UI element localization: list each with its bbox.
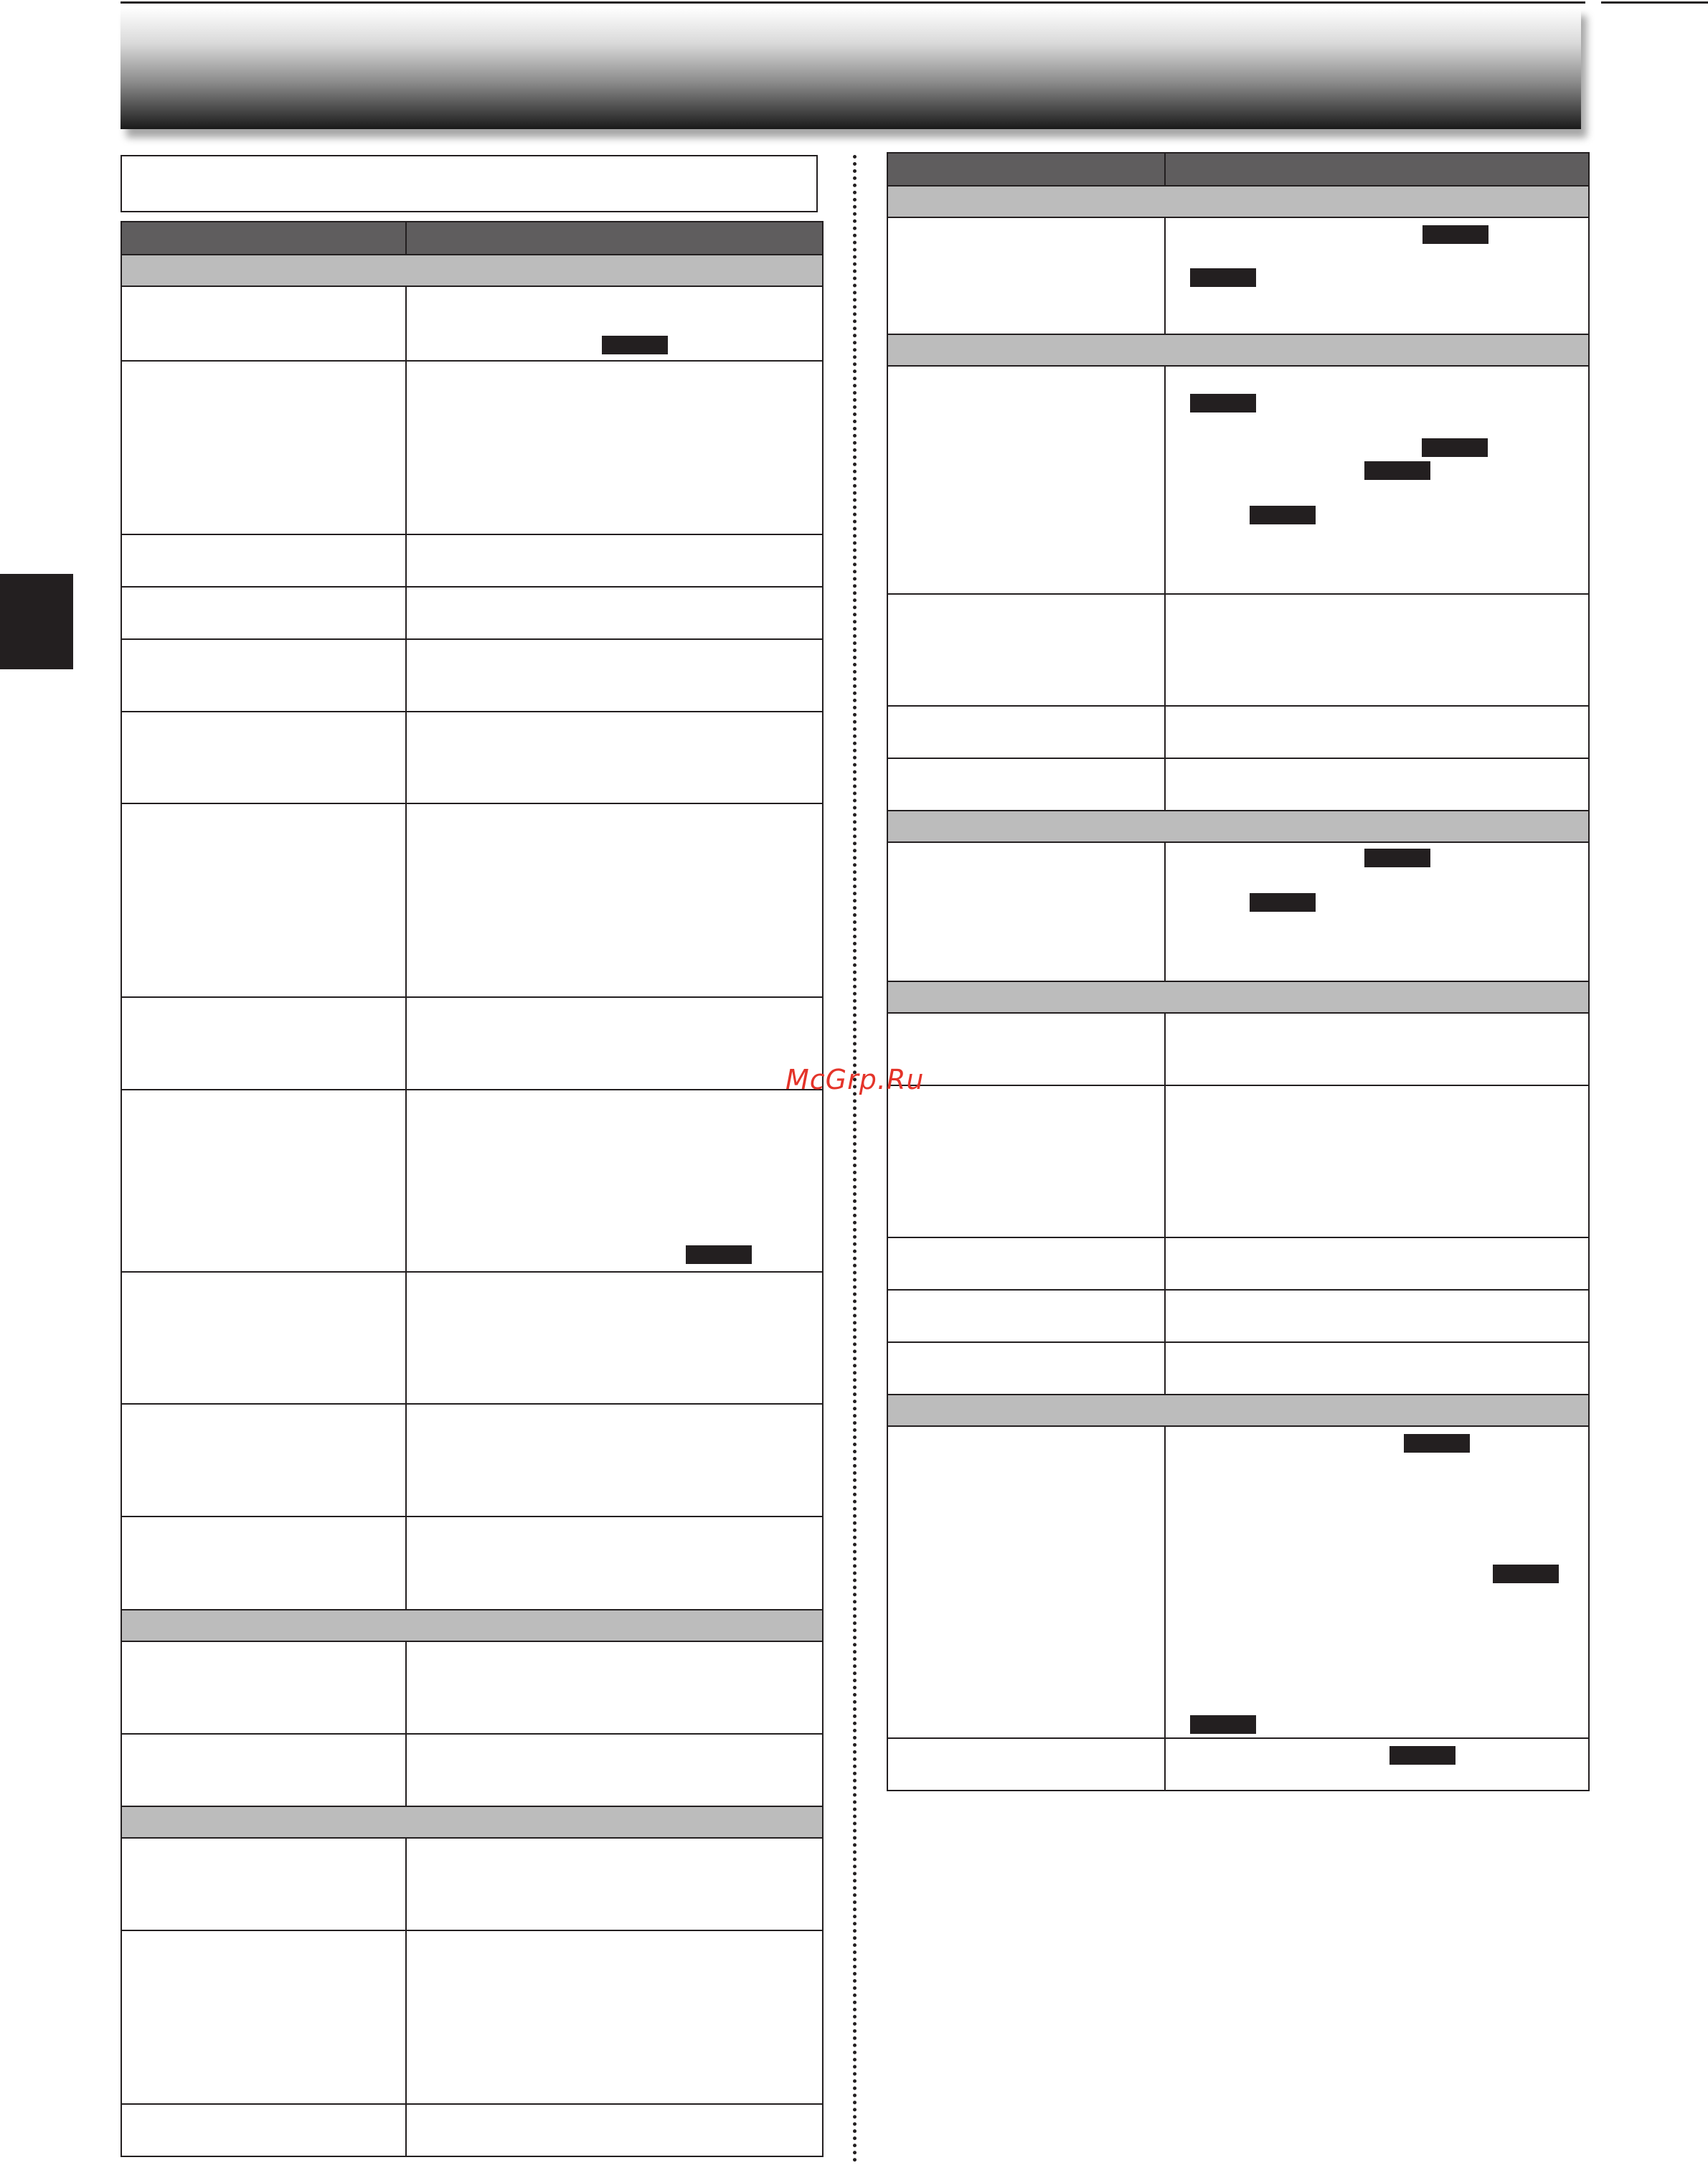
item-cell xyxy=(121,1734,406,1806)
table-row xyxy=(887,366,1589,594)
item-cell xyxy=(887,842,1165,981)
item-cell xyxy=(887,366,1165,594)
item-cell xyxy=(121,361,406,534)
item-cell xyxy=(887,1426,1165,1738)
group-row xyxy=(887,981,1589,1013)
item-cell xyxy=(121,997,406,1090)
group-row xyxy=(121,255,823,286)
item-cell xyxy=(887,1237,1165,1290)
table-row xyxy=(887,1237,1589,1290)
reference-tag xyxy=(1491,1563,1560,1585)
table-row xyxy=(121,587,823,639)
table-row xyxy=(887,842,1589,981)
table-row xyxy=(121,712,823,803)
description-cell xyxy=(406,712,823,803)
description-cell xyxy=(1165,1426,1589,1738)
group-row xyxy=(887,1395,1589,1426)
reference-tag xyxy=(1388,1745,1457,1766)
item-cell xyxy=(121,803,406,997)
header-cell xyxy=(1165,153,1589,186)
top-rule-right xyxy=(1601,1,1708,4)
table-row xyxy=(887,1738,1589,1791)
table-row xyxy=(887,706,1589,758)
description-cell xyxy=(1165,1290,1589,1342)
group-row xyxy=(887,186,1589,217)
item-cell xyxy=(121,2104,406,2156)
item-cell xyxy=(887,758,1165,811)
description-cell xyxy=(1165,366,1589,594)
description-cell xyxy=(406,1838,823,1930)
table-row xyxy=(121,1404,823,1517)
description-cell xyxy=(406,2104,823,2156)
header-cell xyxy=(121,222,406,255)
description-cell xyxy=(1165,1013,1589,1085)
table-row xyxy=(887,758,1589,811)
table-row xyxy=(121,1090,823,1272)
item-cell xyxy=(121,1641,406,1734)
item-cell xyxy=(121,587,406,639)
description-cell xyxy=(1165,706,1589,758)
description-cell xyxy=(1165,217,1589,334)
group-row xyxy=(121,1610,823,1641)
table-row xyxy=(121,1930,823,2104)
table-header-row xyxy=(887,153,1589,186)
description-cell xyxy=(406,1641,823,1734)
table-row xyxy=(121,1641,823,1734)
reference-tag xyxy=(1189,392,1258,414)
table-row xyxy=(121,2104,823,2156)
item-cell xyxy=(887,1342,1165,1395)
description-cell xyxy=(1165,594,1589,706)
intro-box xyxy=(121,155,818,212)
item-cell xyxy=(887,1013,1165,1085)
table-row xyxy=(121,1272,823,1404)
table-row xyxy=(887,594,1589,706)
item-cell xyxy=(121,1404,406,1517)
header-cell xyxy=(406,222,823,255)
item-cell xyxy=(121,534,406,587)
group-header xyxy=(121,1610,823,1641)
reference-tag xyxy=(1421,224,1490,245)
reference-tag xyxy=(1420,437,1489,458)
description-cell xyxy=(1165,1342,1589,1395)
description-cell xyxy=(1165,758,1589,811)
item-cell xyxy=(121,1930,406,2104)
watermark-text: McGrp.Ru xyxy=(785,1064,925,1095)
group-header xyxy=(121,1806,823,1838)
description-cell xyxy=(406,1404,823,1517)
reference-tag xyxy=(1189,267,1258,288)
description-cell xyxy=(1165,1085,1589,1237)
column-divider xyxy=(853,155,857,2164)
reference-tag xyxy=(1363,847,1432,869)
description-cell xyxy=(406,1272,823,1404)
reference-tag xyxy=(1402,1433,1471,1454)
table-row xyxy=(887,1342,1589,1395)
description-cell xyxy=(406,1930,823,2104)
description-cell xyxy=(406,1090,823,1272)
table-row xyxy=(121,1734,823,1806)
item-cell xyxy=(121,639,406,712)
description-cell xyxy=(406,1517,823,1610)
item-cell xyxy=(121,1090,406,1272)
description-cell xyxy=(406,361,823,534)
table-header-row xyxy=(121,222,823,255)
description-cell xyxy=(1165,842,1589,981)
group-header xyxy=(887,334,1589,366)
group-header xyxy=(887,981,1589,1013)
description-cell xyxy=(406,534,823,587)
group-header xyxy=(887,811,1589,842)
group-row xyxy=(887,811,1589,842)
item-cell xyxy=(121,712,406,803)
reference-tag xyxy=(1248,892,1317,913)
item-cell xyxy=(887,594,1165,706)
description-cell xyxy=(1165,1237,1589,1290)
group-header xyxy=(121,255,823,286)
chapter-side-tab xyxy=(0,574,73,669)
left-settings-table xyxy=(121,221,824,2157)
table-row xyxy=(121,361,823,534)
item-cell xyxy=(121,1517,406,1610)
description-cell xyxy=(406,587,823,639)
table-row xyxy=(121,997,823,1090)
description-cell xyxy=(406,286,823,361)
item-cell xyxy=(887,1738,1165,1791)
table-row xyxy=(887,1426,1589,1738)
table-row xyxy=(121,1517,823,1610)
table-row xyxy=(121,803,823,997)
page-header-banner xyxy=(121,7,1581,129)
reference-tag xyxy=(1189,1714,1258,1735)
header-cell xyxy=(887,153,1165,186)
item-cell xyxy=(121,286,406,361)
table-row xyxy=(887,1013,1589,1085)
reference-tag xyxy=(1248,504,1317,526)
table-row xyxy=(121,1838,823,1930)
top-rule xyxy=(121,1,1585,4)
group-header xyxy=(887,1395,1589,1426)
table-row xyxy=(121,286,823,361)
description-cell xyxy=(406,639,823,712)
table-row xyxy=(121,639,823,712)
table-row xyxy=(887,1085,1589,1237)
right-settings-table xyxy=(887,152,1590,1791)
description-cell xyxy=(406,803,823,997)
description-cell xyxy=(406,1734,823,1806)
group-row xyxy=(887,334,1589,366)
description-cell xyxy=(406,997,823,1090)
group-row xyxy=(121,1806,823,1838)
reference-tag xyxy=(1363,460,1432,481)
table-row xyxy=(887,1290,1589,1342)
item-cell xyxy=(887,1290,1165,1342)
description-cell xyxy=(1165,1738,1589,1791)
table-row xyxy=(887,217,1589,334)
item-cell xyxy=(121,1272,406,1404)
table-row xyxy=(121,534,823,587)
item-cell xyxy=(887,217,1165,334)
reference-tag xyxy=(684,1244,753,1265)
group-header xyxy=(887,186,1589,217)
item-cell xyxy=(887,706,1165,758)
reference-tag xyxy=(600,334,669,356)
item-cell xyxy=(121,1838,406,1930)
item-cell xyxy=(887,1085,1165,1237)
